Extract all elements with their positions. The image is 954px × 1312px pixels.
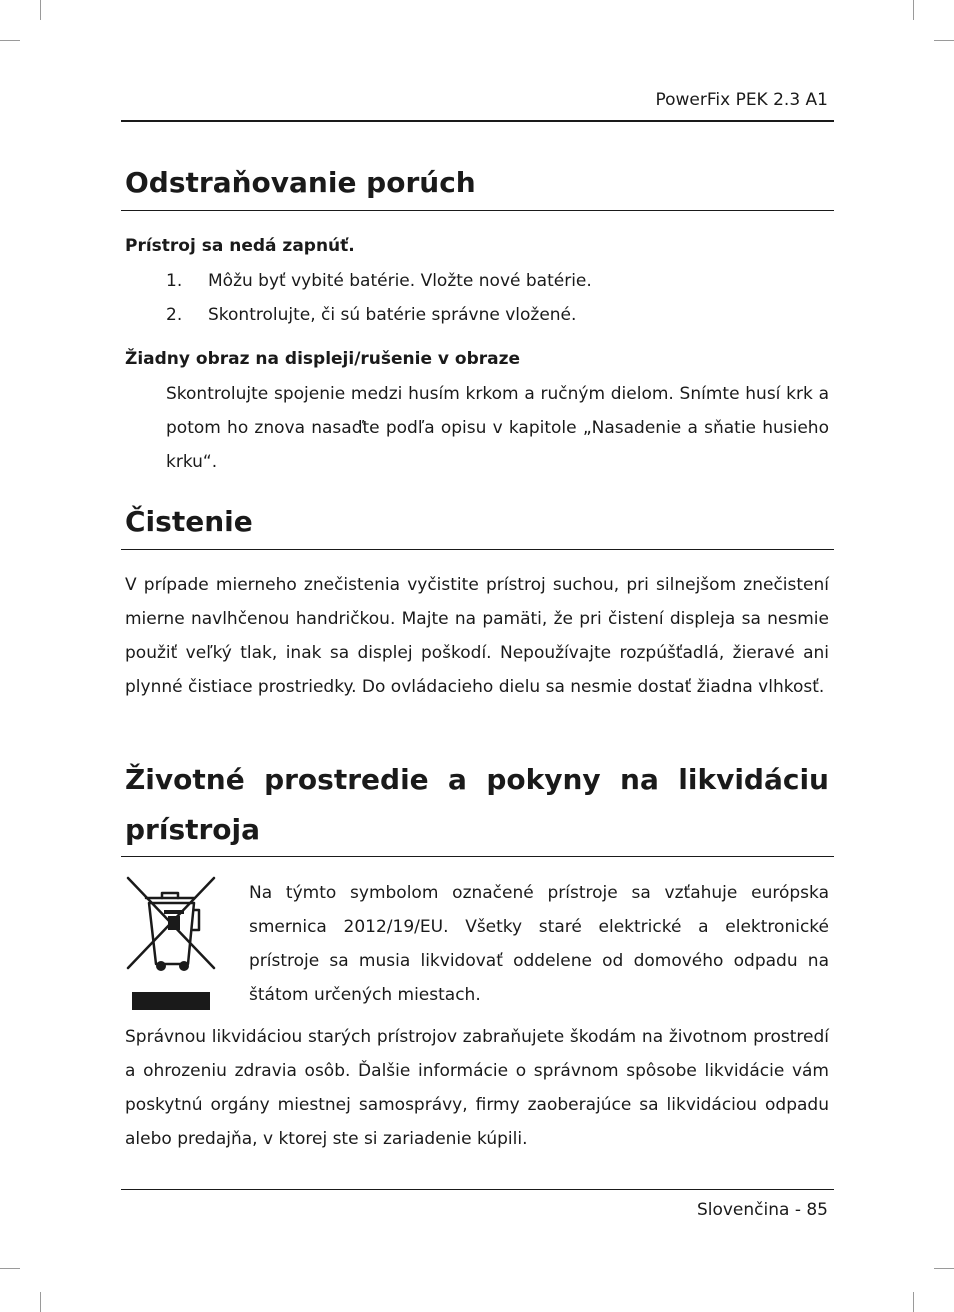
- section-rule: [121, 549, 834, 550]
- footer-rule: [121, 1189, 834, 1190]
- crop-mark: [0, 40, 20, 41]
- crop-mark: [0, 1268, 20, 1269]
- section-title-cleaning: Čistenie: [125, 505, 253, 538]
- section-title-environment-line1: Životné prostredie a pokyny na likvidáciu: [125, 763, 829, 796]
- section-title-environment-line2: prístroja: [125, 813, 261, 846]
- list-item-text: Môžu byť vybité batérie. Vložte nové batérie.: [208, 271, 592, 291]
- list-item-number: 2.: [166, 305, 183, 325]
- list-item-text: Skontrolujte, či sú batérie správne vložené.: [208, 305, 577, 325]
- section-rule: [121, 210, 834, 211]
- cleaning-text: V prípade mierneho znečistenia vyčistite prístroj suchou, pri silnejšom znečistení mierne navlhčenou handričkou. Majte na pamäti, že pri čistení displeja sa nesmie použiť veľký tlak, inak sa displej poškodí. Nepoužívajte rozpúšťadlá, žieravé ani plynné čistiace prostriedky. Do ovládacieho dielu sa nesmie dostať žiadna vlhkosť.: [125, 575, 829, 697]
- header-rule: [121, 120, 834, 122]
- problem-title-no-image: Žiadny obraz na displeji/rušenie v obraze: [125, 349, 521, 369]
- crop-mark: [913, 1292, 914, 1312]
- crop-mark: [40, 0, 41, 20]
- problem-solution-text: Skontrolujte spojenie medzi husím krkom a ručným dielom. Snímte husí krk a potom ho znova nasaďte podľa opisu v kapitole „Nasadenie a sňatie husieho krku“.: [166, 384, 829, 472]
- crop-mark: [934, 1268, 954, 1269]
- page-header-title: PowerFix PEK 2.3 A1: [655, 90, 828, 110]
- problem-title-no-power: Prístroj sa nedá zapnúť.: [125, 236, 355, 256]
- weee-symbol-text: Na týmto symbolom označené prístroje sa vzťahuje európska smernica 2012/19/EU. Všetky staré elektrické a elektronické prístroje sa musia likvidovať oddelene od domového odpadu na štátom určených miestach.: [249, 883, 829, 1005]
- crop-mark: [913, 0, 914, 20]
- list-item-number: 1.: [166, 271, 183, 291]
- section-rule: [121, 856, 834, 857]
- page-footer-label: Slovenčina - 85: [696, 1200, 828, 1220]
- crop-mark: [934, 40, 954, 41]
- crop-mark: [40, 1292, 41, 1312]
- disposal-text: Správnou likvidáciou starých prístrojov zabraňujete škodám na životnom prostredí a ohrozeniu zdravia osôb. Ďalšie informácie o správnom spôsobe likvidácie vám poskytnú orgány miestnej samosprávy, firmy zaoberajúce sa likvidáciou odpadu alebo predajňa, v ktorej ste si zariadenie kúpili.: [125, 1027, 829, 1149]
- crossed-out-wheelie-bin-icon: [124, 876, 218, 1012]
- section-title-troubleshooting: Odstraňovanie porúch: [125, 166, 476, 199]
